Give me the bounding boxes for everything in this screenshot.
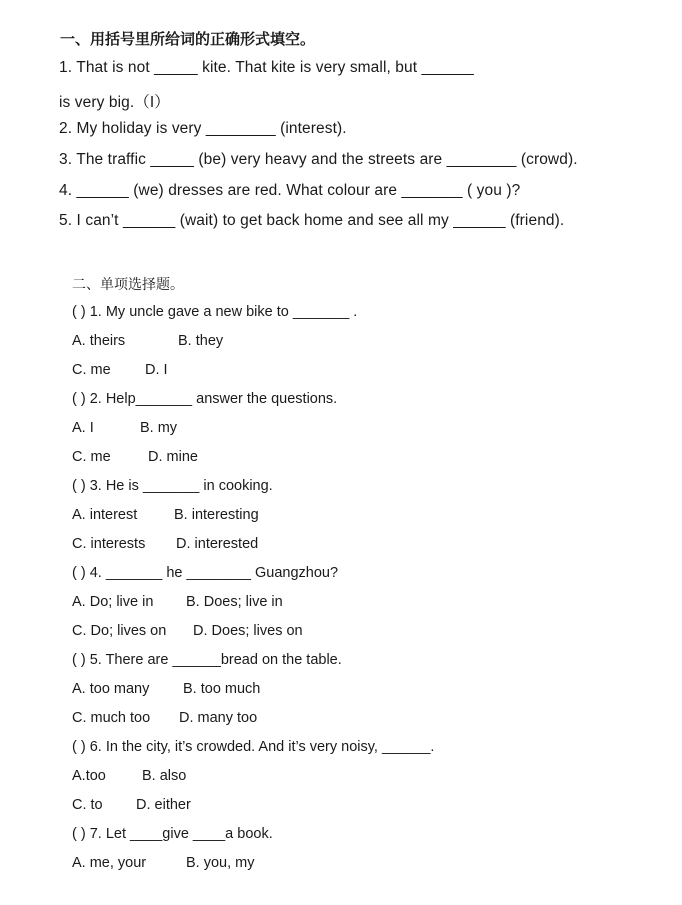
- option-b: B. my: [140, 420, 178, 436]
- option-d: D. I: [145, 362, 168, 378]
- question-stem: ( ) 2. Help_______ answer the questions.: [72, 391, 338, 407]
- question-stem: ( ) 4. _______ he ________ Guangzhou?: [72, 565, 339, 581]
- fill-blank-line: 1. That is not _____ kite. That kite is very small, but ______: [59, 59, 474, 76]
- option-row: [72, 362, 168, 378]
- option-row: [72, 710, 257, 726]
- option-b: B. also: [142, 768, 187, 784]
- section2-title: 二、单项选择题。: [72, 276, 184, 292]
- option-d: D. mine: [148, 449, 198, 465]
- option-a: A. theirs: [72, 333, 126, 349]
- option-b: B. they: [178, 333, 224, 349]
- option-row: [72, 449, 198, 465]
- option-c: C. much too: [72, 710, 151, 726]
- fill-blank-line: 3. The traffic _____ (be) very heavy and the streets are ________ (crowd).: [59, 151, 578, 168]
- option-row: [72, 681, 260, 697]
- option-b: B. you, my: [186, 855, 255, 871]
- option-row: [72, 768, 186, 784]
- question-stem: ( ) 7. Let ____give ____a book.: [72, 826, 273, 842]
- option-b: B. too much: [183, 681, 261, 697]
- option-c: C. me: [72, 449, 111, 465]
- option-a: A. Do; live in: [72, 594, 154, 610]
- option-d: D. either: [136, 797, 191, 813]
- option-row: [72, 333, 223, 349]
- section1-title: 一、用括号里所给词的正确形式填空。: [60, 31, 316, 48]
- option-b: B. Does; live in: [186, 594, 283, 610]
- question-stem: ( ) 6. In the city, it’s crowded. And it’s very noisy, ______.: [72, 739, 435, 755]
- option-c: C. Do; lives on: [72, 623, 167, 639]
- option-a: A. interest: [72, 507, 138, 523]
- option-row: [72, 594, 283, 610]
- option-row: [72, 855, 255, 871]
- option-c: C. me: [72, 362, 111, 378]
- fill-blank-line: 5. I can’t ______ (wait) to get back home and see all my ______ (friend).: [59, 212, 565, 229]
- question-stem: ( ) 3. He is _______ in cooking.: [72, 478, 273, 494]
- option-a: A. I: [72, 420, 94, 436]
- option-d: D. interested: [176, 536, 259, 552]
- option-b: B. interesting: [174, 507, 259, 523]
- option-a: A. me, your: [72, 855, 147, 871]
- option-a: A. too many: [72, 681, 150, 697]
- option-row: [72, 420, 177, 436]
- option-a: A.too: [72, 768, 106, 784]
- option-c: C. interests: [72, 536, 146, 552]
- option-d: D. many too: [179, 710, 258, 726]
- question-stem: ( ) 5. There are ______bread on the table.: [72, 652, 342, 668]
- option-d: D. Does; lives on: [193, 623, 303, 639]
- fill-blank-line: 2. My holiday is very ________ (interest).: [59, 120, 347, 137]
- option-row: [72, 536, 258, 552]
- fill-blank-line: 4. ______ (we) dresses are red. What colour are _______ ( you )?: [59, 182, 521, 199]
- fill-blank-line: is very big.（I）: [59, 94, 170, 111]
- option-c: C. to: [72, 797, 103, 813]
- option-row: [72, 623, 303, 639]
- option-row: [72, 507, 259, 523]
- question-stem: ( ) 1. My uncle gave a new bike to _______ .: [72, 304, 358, 320]
- option-row: [72, 797, 191, 813]
